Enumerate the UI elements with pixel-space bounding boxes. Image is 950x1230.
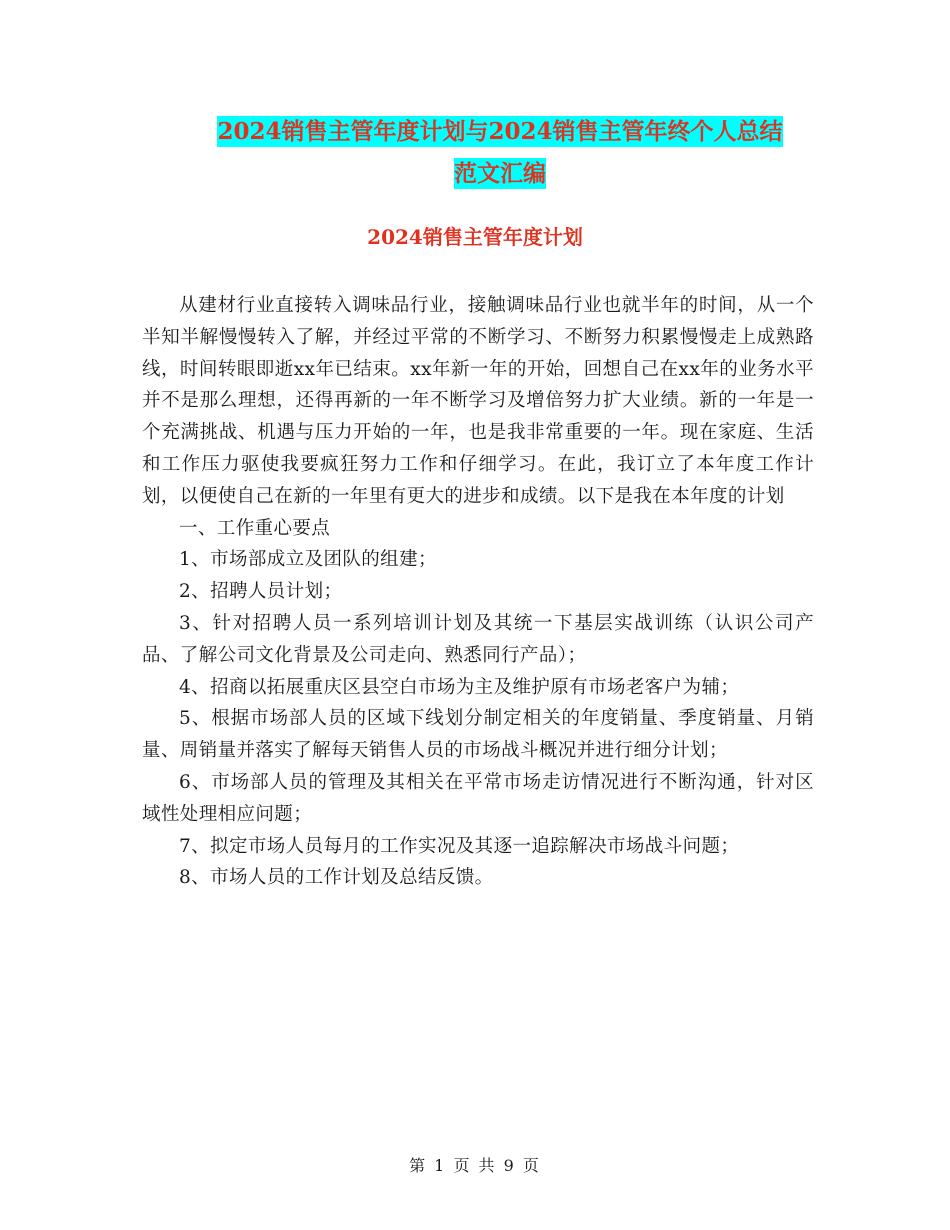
section-title: 2024销售主管年度计划 <box>367 225 583 249</box>
list-item: 2、招聘人员计划； <box>179 581 343 603</box>
page-number-footer: 第 1 页 共 9 页 <box>409 1156 541 1175</box>
list-item: 7、拟定市场人员每月的工作实况及其逐一追踪解决市场战斗问题； <box>179 835 740 857</box>
list-item: 5、根据市场部人员的区域下线划分制定相关的年度销量、季度销量、月销量、周销量并落实了解每天销售人员的市场战斗概况并进行细分计划； <box>142 708 814 762</box>
list-item: 6、市场部人员的管理及其相关在平常市场走访情况进行不断沟通，针对区域性处理相应问题； <box>142 771 814 825</box>
document-title <box>140 111 860 195</box>
list-item: 3、针对招聘人员一系列培训计划及其统一下基层实战训练（认识公司产品、了解公司文化背景及公司走向、熟悉同行产品）； <box>142 612 814 666</box>
paragraph-heading-1: 一、工作重心要点 <box>179 517 331 539</box>
list-item: 1、市场部成立及团队的组建； <box>179 549 437 571</box>
paragraph-intro: 从建材行业直接转入调味品行业，接触调味品行业也就半年的时间，从一个半知半解慢慢转入了解，并经过平常的不断学习、不断努力积累慢慢走上成熟路线，时间转眼即逝xx年已结束。xx年新一年的开始，回想自己在xx年的业务水平并不是那么理想，还得再新的一年不断学习及增倍努力扩大业绩。新的一年是一个充满挑战、机遇与压力开始的一年，也是我非常重要的一年。现在家庭、生活和工作压力驱使我要疯狂努力工作和仔细学习。在此，我订立了本年度工作计划，以便使自己在新的一年里有更大的进步和成绩。以下是我在本年度的计划 <box>142 295 814 507</box>
list-item: 8、市场人员的工作计划及总结反馈。 <box>179 867 494 889</box>
document-body <box>142 290 814 894</box>
document-title-line1: 2024销售主管年度计划与2024销售主管年终个人总结 <box>217 118 783 145</box>
list-item: 4、招商以拓展重庆区县空白市场为主及维护原有市场老客户为辅； <box>179 676 740 698</box>
document-title-line2: 范文汇编 <box>454 160 546 187</box>
